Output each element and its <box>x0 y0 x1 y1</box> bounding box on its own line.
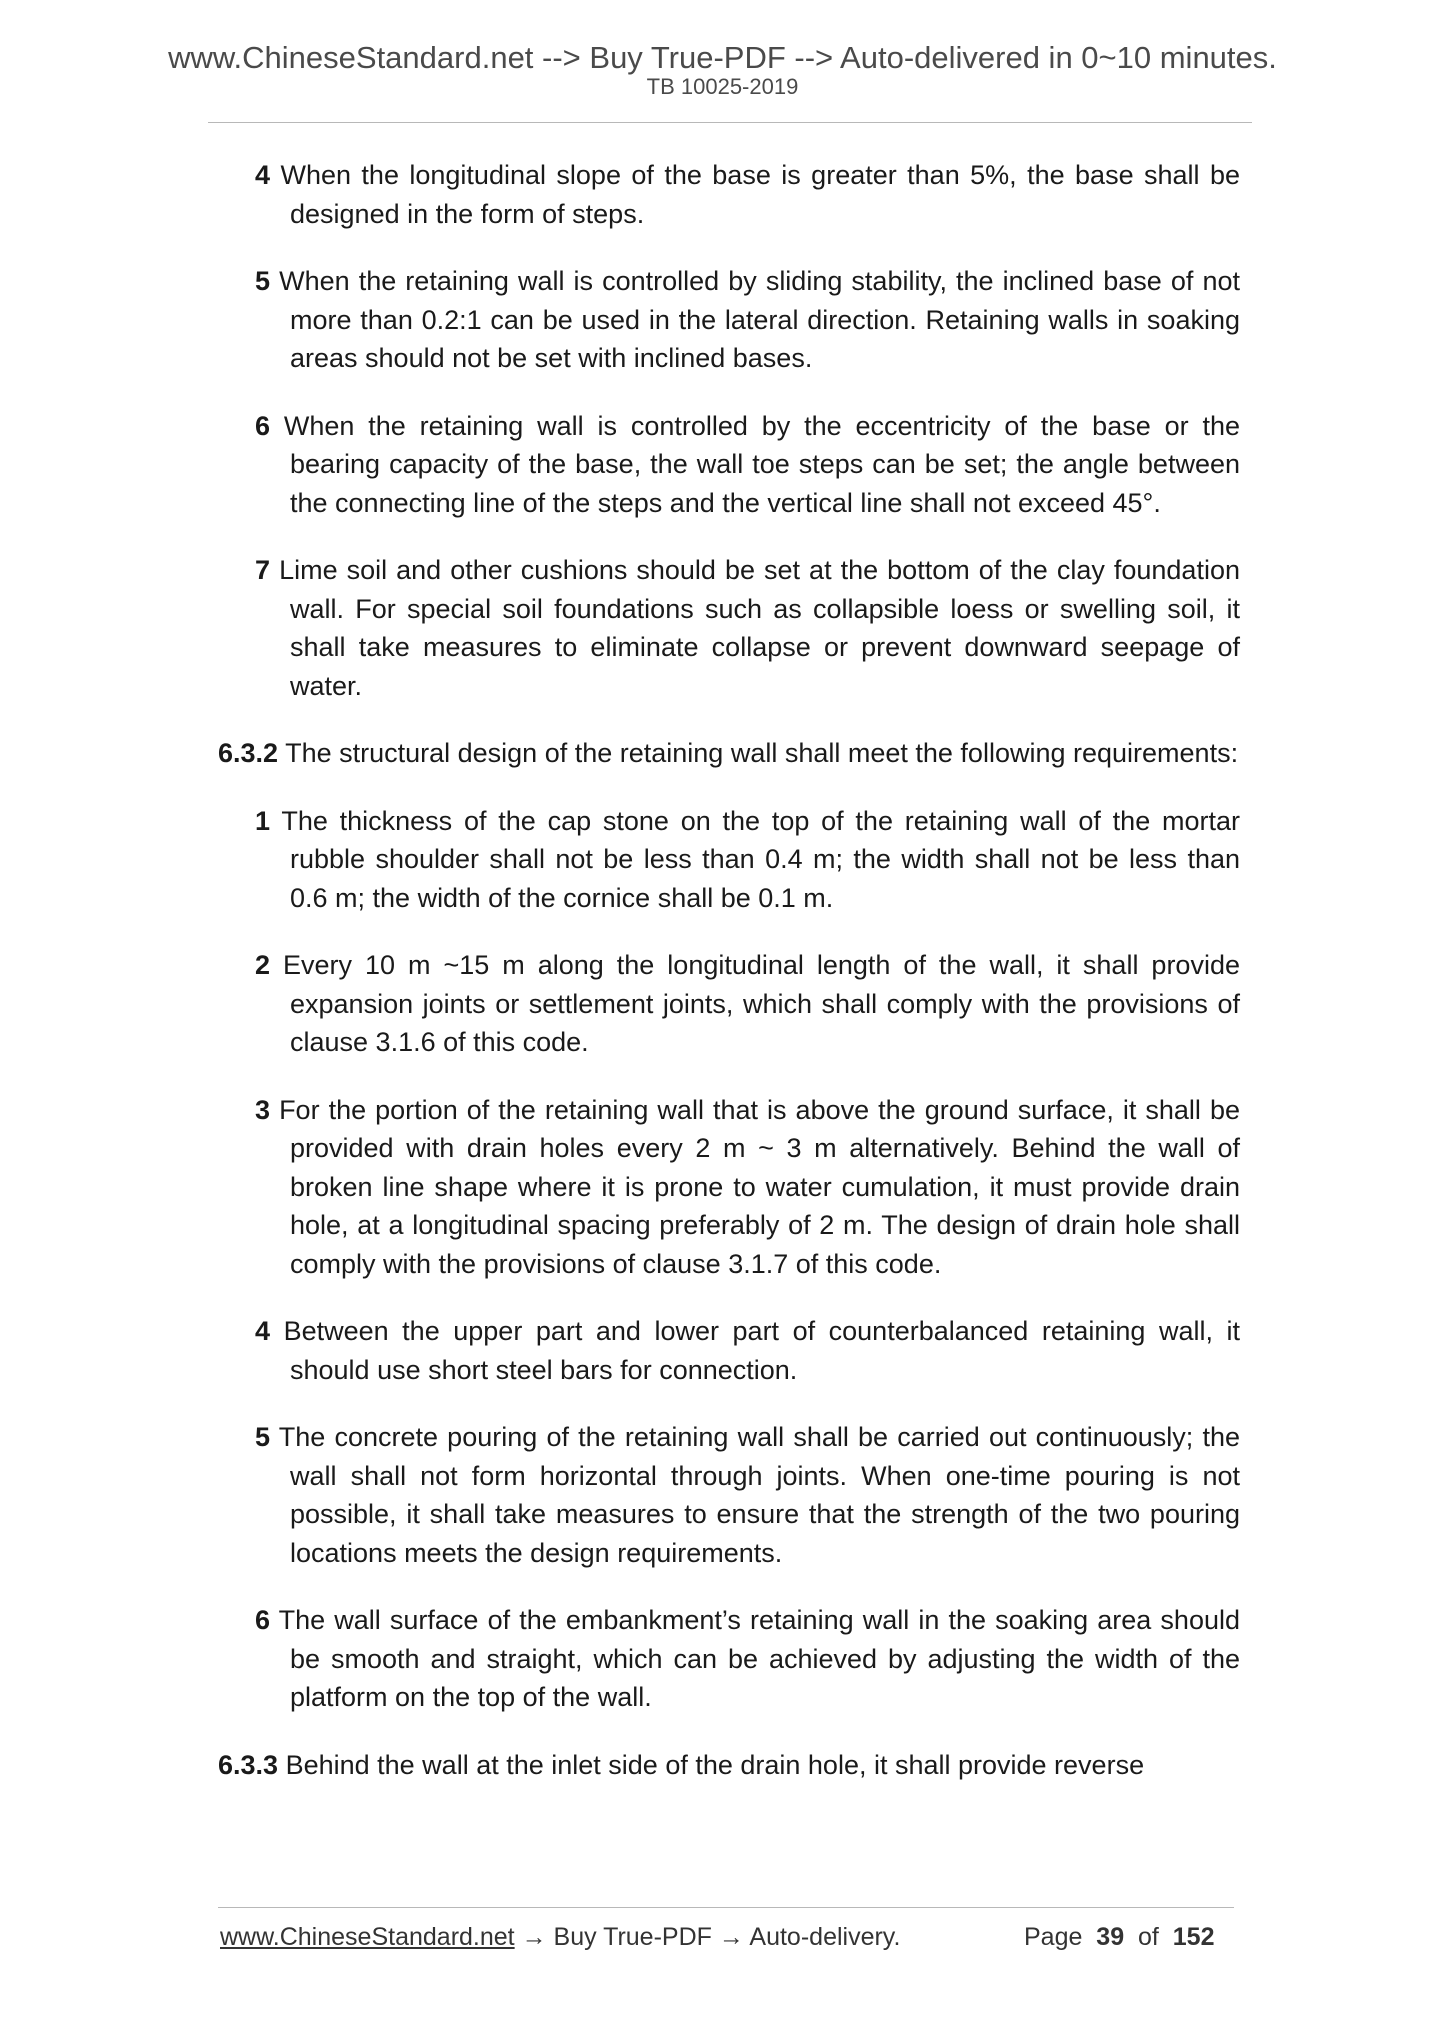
clause-6-3-2: 6.3.2 The structural design of the retaining wall shall meet the following requirements: <box>218 738 1239 768</box>
list-item: 6 The wall surface of the embankment’s retaining wall in the soaking area should be smooth and straight, which can be achieved by adjusting the width of the platform on the top of the wall. <box>255 1605 1240 1712</box>
list-item: 4 Between the upper part and lower part of counterbalanced retaining wall, it should use short steel bars for connection. <box>255 1316 1240 1385</box>
list-item: 1 The thickness of the cap stone on the top of the retaining wall of the mortar rubble shoulder shall not be less than 0.4 m; the width shall not be less than 0.6 m; the width of the cornice shall be 0.1 m. <box>255 805 1240 913</box>
current-page: 39 <box>1096 1923 1125 1951</box>
footer-nav <box>220 1922 900 1952</box>
page-indicator: Page 39 of 152 <box>1024 1923 1215 1951</box>
document-id: TB 10025-2019 <box>646 74 799 99</box>
list-item: 5 The concrete pouring of the retaining wall shall be carried out continuously; the wall shall not form horizontal through joints. When one-time pouring is not possible, it shall take measures to ensure that the strength of the two pouring locations meets the design requirements. <box>255 1422 1240 1568</box>
list-item: 6 When the retaining wall is controlled by the eccentricity of the base or the bearing capacity of the base, the wall toe steps can be set; the angle between the connecting line of the steps and the vertical line shall not exceed 45°. <box>255 410 1240 518</box>
total-pages: 152 <box>1172 1923 1215 1951</box>
list-item: 3 For the portion of the retaining wall that is above the ground surface, it shall be provided with drain holes every 2 m ~ 3 m alternatively. Behind the wall of broken line shape where it is prone to water cumulation, it must provide drain hole, at a longitudinal spacing preferably of 2 m. The design of drain hole shall comply with the provisions of clause 3.1.7 of this code. <box>255 1094 1240 1279</box>
list-item: 2 Every 10 m ~15 m along the longitudinal length of the wall, it shall provide expansion joints or settlement joints, which shall comply with the provisions of clause 3.1.6 of this code. <box>255 950 1240 1057</box>
clause-6-3-3: 6.3.3 Behind the wall at the inlet side of the drain hole, it shall provide reverse <box>218 1749 1145 1780</box>
footer-nav-text: → Buy True-PDF → Auto-delivery. <box>521 1923 901 1951</box>
footer-site-link[interactable]: www.ChineseStandard.net <box>220 1923 515 1951</box>
footer-divider <box>218 1907 1234 1908</box>
page-body <box>218 156 1240 1813</box>
list-item: 5 When the retaining wall is controlled by sliding stability, the inclined base of not more than 0.2:1 can be used in the lateral direction. Retaining walls in soaking areas should not be set with inclined bases. <box>255 266 1240 373</box>
site-banner[interactable]: www.ChineseStandard.net --> Buy True-PDF --> Auto-delivered in 0~10 minutes. <box>168 40 1277 75</box>
list-item: 7 Lime soil and other cushions should be set at the bottom of the clay foundation wall. For special soil foundations such as collapsible loess or swelling soil, it shall take measures to eliminate collapse or prevent downward seepage of water. <box>255 555 1240 701</box>
list-item: 4 When the longitudinal slope of the base is greater than 5%, the base shall be designed in the form of steps. <box>255 160 1240 229</box>
header-divider <box>208 122 1252 123</box>
